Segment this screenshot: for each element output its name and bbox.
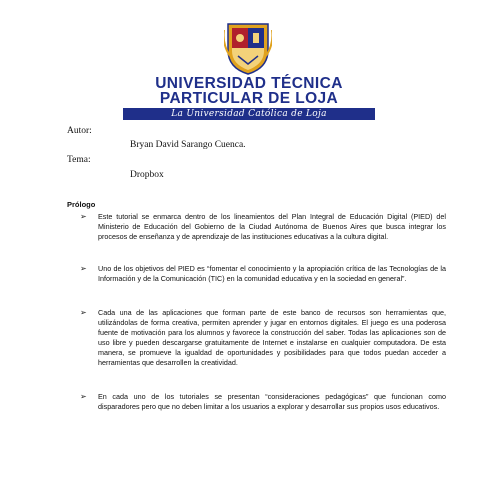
arrow-bullet-icon: ➢ — [80, 308, 87, 317]
university-name-line2: PARTICULAR DE LOJA — [159, 90, 339, 107]
autor-value: Bryan David Sarango Cuenca. — [130, 140, 246, 150]
arrow-bullet-icon: ➢ — [80, 392, 87, 401]
university-logo — [118, 20, 380, 119]
bullet-text: Uno de los objetivos del PIED es “fomentar el conocimiento y la apropiación crítica de las Tecnologías de la Información y de la Comunicación (TIC) en la comunidad educativa y en la sociedad en general”. — [98, 264, 446, 283]
bullet-text: Cada una de las aplicaciones que forman parte de este banco de recursos son herramientas que, utilizándolas de forma creativa, permiten aprender y jugar en entornos digitales. El juego es una poderosa fuente de motivación para los alumnos y favorece la construcción del saber. Todas las aplicaciones son de uso libre y pueden descargarse gratuitamente de Internet e instalarse en cualquier computadora. De esta manera, se promueve la igualdad de oportunidades y posibilidades para que todos puedan acceder a herramientas que desarrollen la creatividad. — [98, 308, 446, 367]
university-motto: La Universidad Católica de Loja — [123, 108, 375, 120]
list-item — [80, 392, 446, 412]
list-item — [80, 264, 446, 284]
university-crest-icon — [224, 20, 272, 76]
tema-label: Tema: — [67, 155, 91, 165]
list-item — [80, 212, 446, 242]
arrow-bullet-icon: ➢ — [80, 212, 87, 221]
list-item — [80, 308, 446, 368]
university-name-line1: UNIVERSIDAD TÉCNICA — [155, 75, 343, 92]
bullet-text: En cada uno de los tutoriales se presentan “consideraciones pedagógicas” que funcionan como disparadores pero que no deben limitar a los usuarios a explorar y desarrollar sus propios usos educativos. — [98, 392, 446, 411]
prologo-heading: Prólogo — [67, 200, 96, 209]
arrow-bullet-icon: ➢ — [80, 264, 87, 273]
autor-label: Autor: — [67, 126, 92, 136]
bullet-text: Este tutorial se enmarca dentro de los lineamientos del Plan Integral de Educación Digital (PIED) del Ministerio de Educación del Gobierno de la Ciudad Autónoma de Buenos Aires que busca integrar los procesos de enseñanza y de aprendizaje de las instituciones educativas a la cultura digital. — [98, 212, 446, 241]
tema-value: Dropbox — [130, 170, 164, 180]
